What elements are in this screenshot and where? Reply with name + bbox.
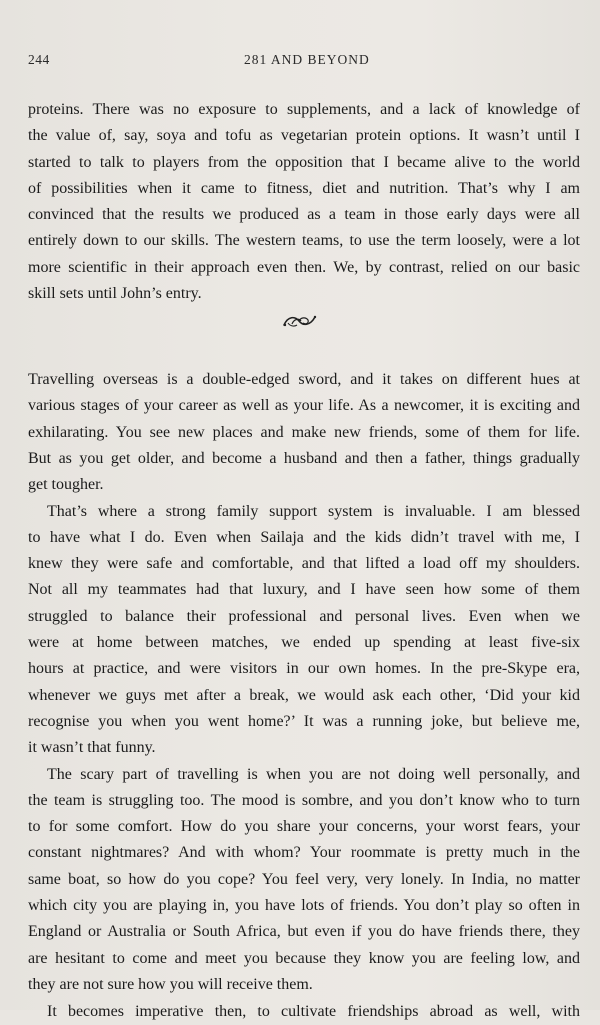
text-line: England or Australia or South Africa, but even if you do have friends there, they xyxy=(28,923,580,941)
text-line: entirely down to our skills. The western teams, to use the term loosely, were a lot xyxy=(28,232,580,250)
text-line: proteins. There was no exposure to supplements, and a lack of knowledge of xyxy=(28,101,580,118)
text-line: convinced that the results we produced as a team in those early days were all xyxy=(28,206,580,224)
text-line: are hesitant to come and meet you because they know you are feeling low, and xyxy=(28,949,580,967)
text-line: were at home between matches, we ended up spending at least five-six xyxy=(28,633,580,651)
section-2-paragraph-1 xyxy=(28,367,580,498)
section-1-paragraph xyxy=(28,97,580,307)
running-head: 281 AND BEYOND xyxy=(244,52,370,67)
section-2-paragraph-4 xyxy=(28,999,580,1025)
text-line: It becomes imperative then, to cultivate friendships abroad as well, with xyxy=(47,1002,580,1020)
text-line: of possibilities when it came to fitness, diet and nutrition. That’s why I am xyxy=(28,179,580,197)
text-line: the team is struggling too. The mood is sombre, and you don’t know who to turn xyxy=(28,791,580,809)
text-line: The scary part of travelling is when you are not doing well personally, and xyxy=(47,765,580,783)
text-line: constant nightmares? And with whom? Your roommate is pretty much in the xyxy=(28,844,580,862)
text-line: more scientific in their approach even then. We, by contrast, relied on our basic xyxy=(28,258,580,276)
text-line: That’s where a strong family support system is invaluable. I am blessed xyxy=(47,502,580,520)
text-line: Travelling overseas is a double-edged sword, and it takes on different hues at xyxy=(28,371,580,388)
text-line: recognise you when you went home?’ It was a running joke, but believe me, xyxy=(28,712,580,730)
text-line: But as you get older, and become a husband and then a father, things gradually xyxy=(28,449,580,467)
text-line: it wasn’t that funny. xyxy=(28,739,156,757)
text-line: whenever we guys met after a break, we would ask each other, ‘Did your kid xyxy=(28,686,580,704)
text-line: hours at practice, and were visitors in our own homes. In the pre-Skype era, xyxy=(28,660,580,678)
text-line: knew they were safe and comfortable, and that lifted a load off my shoulders. xyxy=(28,555,580,573)
text-line: various stages of your career as well as your life. As a newcomer, it is exciting and xyxy=(28,397,580,415)
section-2-paragraph-3 xyxy=(28,762,580,999)
text-line: skill sets until John’s entry. xyxy=(28,285,202,303)
page-number: 244 xyxy=(28,52,50,67)
text-line: to have what I do. Even when Sailaja and the kids didn’t travel with me, I xyxy=(28,528,580,546)
fleuron-icon xyxy=(282,312,318,330)
text-line: Not all my teammates had that luxury, and I have seen how some of them xyxy=(28,581,580,599)
text-line: they are not sure how you will receive them. xyxy=(28,975,313,993)
text-line: to for some comfort. How do you share your concerns, your worst fears, your xyxy=(28,818,580,836)
section-2-paragraph-2 xyxy=(28,499,580,762)
text-line: started to talk to players from the opposition that I became alive to the world xyxy=(28,153,580,171)
text-line: exhilarating. You see new places and make new friends, some of them for life. xyxy=(28,423,580,441)
text-line: get tougher. xyxy=(28,476,104,494)
text-line: same boat, so how do you cope? You feel very, very lonely. In India, no matter xyxy=(28,870,580,888)
text-line: which city you are playing in, you have lots of friends. You don’t play so often in xyxy=(28,896,580,914)
text-line: the value of, say, soya and tofu as vegetarian protein options. It wasn’t until I xyxy=(28,127,580,145)
text-line: struggled to balance their professional and personal lives. Even when we xyxy=(28,607,580,625)
